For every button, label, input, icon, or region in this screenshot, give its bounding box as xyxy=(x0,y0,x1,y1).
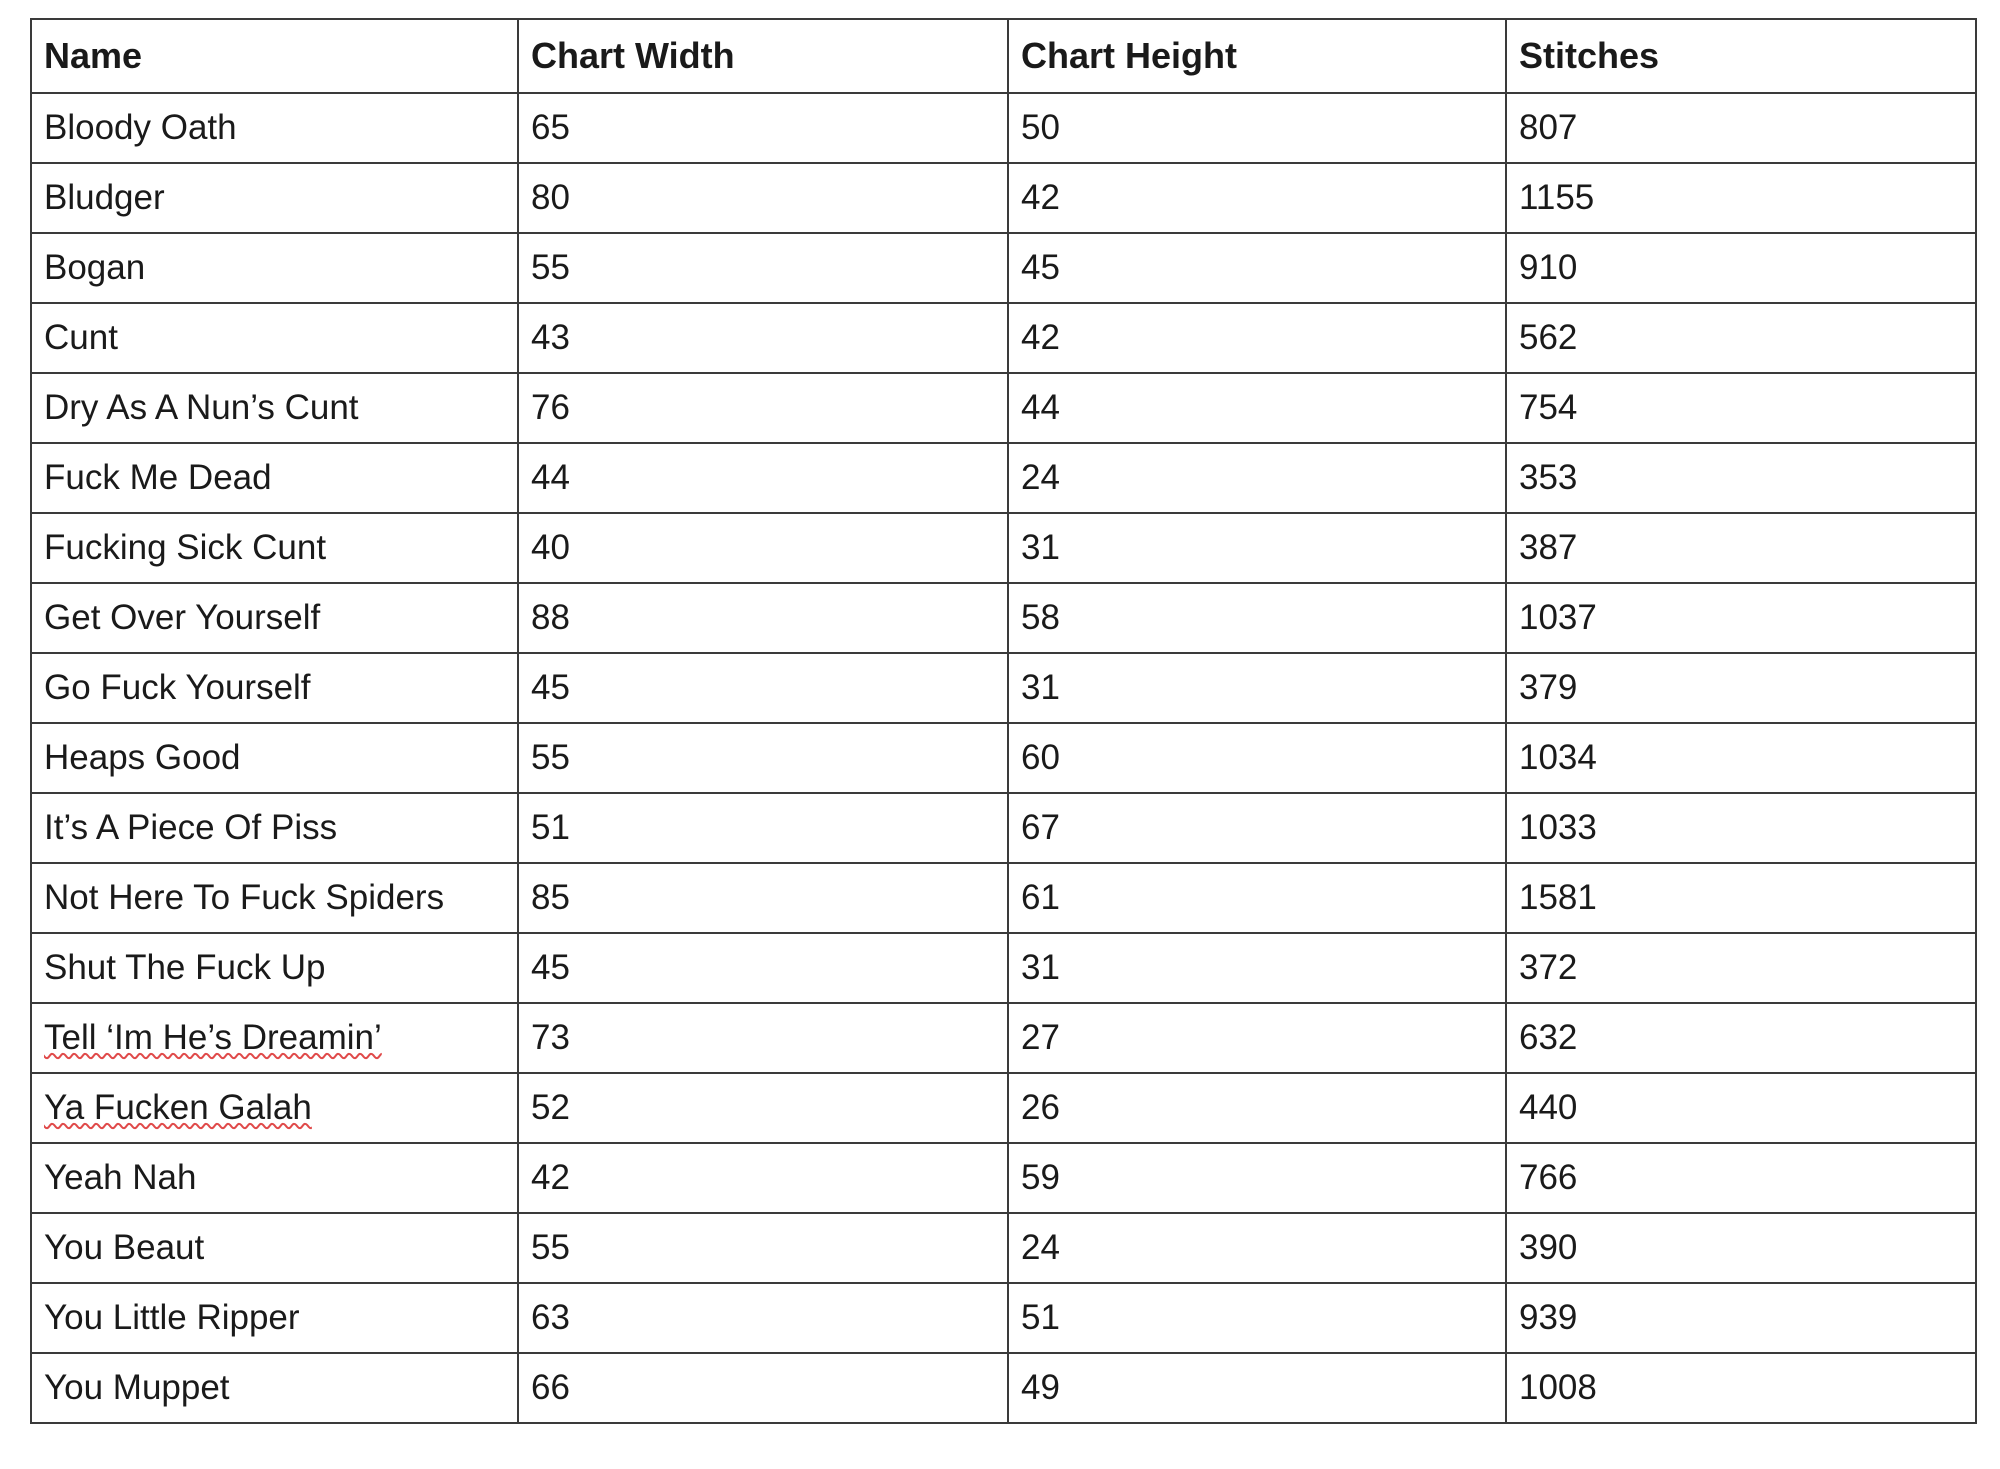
cell-chart-height: 27 xyxy=(1008,1003,1506,1073)
table-row xyxy=(31,93,1976,163)
table-row xyxy=(31,163,1976,233)
cell-chart-width: 40 xyxy=(518,513,1008,583)
table-row xyxy=(31,233,1976,303)
table-body xyxy=(31,93,1976,1423)
cell-name: Get Over Yourself xyxy=(31,583,518,653)
spellcheck-marked-text: Tell ‘Im He’s Dreamin’ xyxy=(44,1017,382,1057)
table-row xyxy=(31,1283,1976,1353)
table-row xyxy=(31,513,1976,583)
cell-chart-height: 59 xyxy=(1008,1143,1506,1213)
cell-chart-height: 31 xyxy=(1008,653,1506,723)
cell-chart-width: 52 xyxy=(518,1073,1008,1143)
cell-chart-height: 60 xyxy=(1008,723,1506,793)
column-header-stitches: Stitches xyxy=(1506,19,1976,93)
cell-name: Fucking Sick Cunt xyxy=(31,513,518,583)
table-row xyxy=(31,933,1976,1003)
table-row xyxy=(31,653,1976,723)
table-row xyxy=(31,1073,1976,1143)
cell-chart-height: 49 xyxy=(1008,1353,1506,1423)
cell-chart-width: 85 xyxy=(518,863,1008,933)
cell-stitches: 754 xyxy=(1506,373,1976,443)
cell-chart-width: 65 xyxy=(518,93,1008,163)
cell-chart-height: 31 xyxy=(1008,513,1506,583)
cell-stitches: 939 xyxy=(1506,1283,1976,1353)
cell-stitches: 387 xyxy=(1506,513,1976,583)
cell-stitches: 632 xyxy=(1506,1003,1976,1073)
cell-name: Bludger xyxy=(31,163,518,233)
cell-stitches: 1155 xyxy=(1506,163,1976,233)
column-header-chart-width: Chart Width xyxy=(518,19,1008,93)
cell-chart-width: 45 xyxy=(518,933,1008,1003)
cell-stitches: 1581 xyxy=(1506,863,1976,933)
cell-chart-width: 76 xyxy=(518,373,1008,443)
cell-name: You Muppet xyxy=(31,1353,518,1423)
cell-stitches: 1037 xyxy=(1506,583,1976,653)
cell-chart-height: 42 xyxy=(1008,163,1506,233)
cell-name: Yeah Nah xyxy=(31,1143,518,1213)
cell-chart-width: 66 xyxy=(518,1353,1008,1423)
cell-name: Fuck Me Dead xyxy=(31,443,518,513)
cell-stitches: 353 xyxy=(1506,443,1976,513)
cell-chart-height: 44 xyxy=(1008,373,1506,443)
cell-chart-width: 44 xyxy=(518,443,1008,513)
cell-chart-width: 88 xyxy=(518,583,1008,653)
cell-chart-height: 45 xyxy=(1008,233,1506,303)
chart-specs-table xyxy=(30,18,1977,1424)
cell-chart-height: 24 xyxy=(1008,443,1506,513)
cell-name xyxy=(31,1003,518,1073)
table-row xyxy=(31,373,1976,443)
cell-chart-width: 45 xyxy=(518,653,1008,723)
cell-name: Go Fuck Yourself xyxy=(31,653,518,723)
cell-stitches: 910 xyxy=(1506,233,1976,303)
cell-stitches: 390 xyxy=(1506,1213,1976,1283)
cell-stitches: 1008 xyxy=(1506,1353,1976,1423)
cell-name: Shut The Fuck Up xyxy=(31,933,518,1003)
cell-chart-height: 67 xyxy=(1008,793,1506,863)
cell-stitches: 766 xyxy=(1506,1143,1976,1213)
cell-chart-height: 31 xyxy=(1008,933,1506,1003)
cell-chart-width: 42 xyxy=(518,1143,1008,1213)
table-row xyxy=(31,1143,1976,1213)
cell-name xyxy=(31,1073,518,1143)
cell-name: You Little Ripper xyxy=(31,1283,518,1353)
table-row xyxy=(31,303,1976,373)
cell-chart-height: 51 xyxy=(1008,1283,1506,1353)
table-row xyxy=(31,793,1976,863)
cell-chart-height: 26 xyxy=(1008,1073,1506,1143)
cell-name: It’s A Piece Of Piss xyxy=(31,793,518,863)
table-row xyxy=(31,443,1976,513)
cell-name: Dry As A Nun’s Cunt xyxy=(31,373,518,443)
table-row xyxy=(31,583,1976,653)
cell-name: Bloody Oath xyxy=(31,93,518,163)
table-header-row xyxy=(31,19,1976,93)
cell-chart-height: 58 xyxy=(1008,583,1506,653)
cell-chart-height: 61 xyxy=(1008,863,1506,933)
cell-stitches: 1033 xyxy=(1506,793,1976,863)
table-row xyxy=(31,1003,1976,1073)
cell-chart-width: 43 xyxy=(518,303,1008,373)
cell-chart-width: 80 xyxy=(518,163,1008,233)
table-row xyxy=(31,1353,1976,1423)
cell-chart-width: 73 xyxy=(518,1003,1008,1073)
cell-stitches: 1034 xyxy=(1506,723,1976,793)
cell-stitches: 562 xyxy=(1506,303,1976,373)
table-row xyxy=(31,863,1976,933)
cell-name: Not Here To Fuck Spiders xyxy=(31,863,518,933)
cell-chart-width: 55 xyxy=(518,723,1008,793)
cell-chart-width: 55 xyxy=(518,1213,1008,1283)
cell-stitches: 379 xyxy=(1506,653,1976,723)
spellcheck-marked-text: Ya Fucken Galah xyxy=(44,1087,312,1127)
cell-chart-height: 24 xyxy=(1008,1213,1506,1283)
cell-name: Heaps Good xyxy=(31,723,518,793)
cell-chart-width: 55 xyxy=(518,233,1008,303)
column-header-chart-height: Chart Height xyxy=(1008,19,1506,93)
table-header xyxy=(31,19,1976,93)
cell-name: Bogan xyxy=(31,233,518,303)
table-row xyxy=(31,723,1976,793)
cell-stitches: 372 xyxy=(1506,933,1976,1003)
cell-stitches: 440 xyxy=(1506,1073,1976,1143)
table-row xyxy=(31,1213,1976,1283)
cell-chart-height: 42 xyxy=(1008,303,1506,373)
cell-name: Cunt xyxy=(31,303,518,373)
cell-chart-width: 51 xyxy=(518,793,1008,863)
cell-stitches: 807 xyxy=(1506,93,1976,163)
cell-name: You Beaut xyxy=(31,1213,518,1283)
column-header-name: Name xyxy=(31,19,518,93)
cell-chart-height: 50 xyxy=(1008,93,1506,163)
cell-chart-width: 63 xyxy=(518,1283,1008,1353)
